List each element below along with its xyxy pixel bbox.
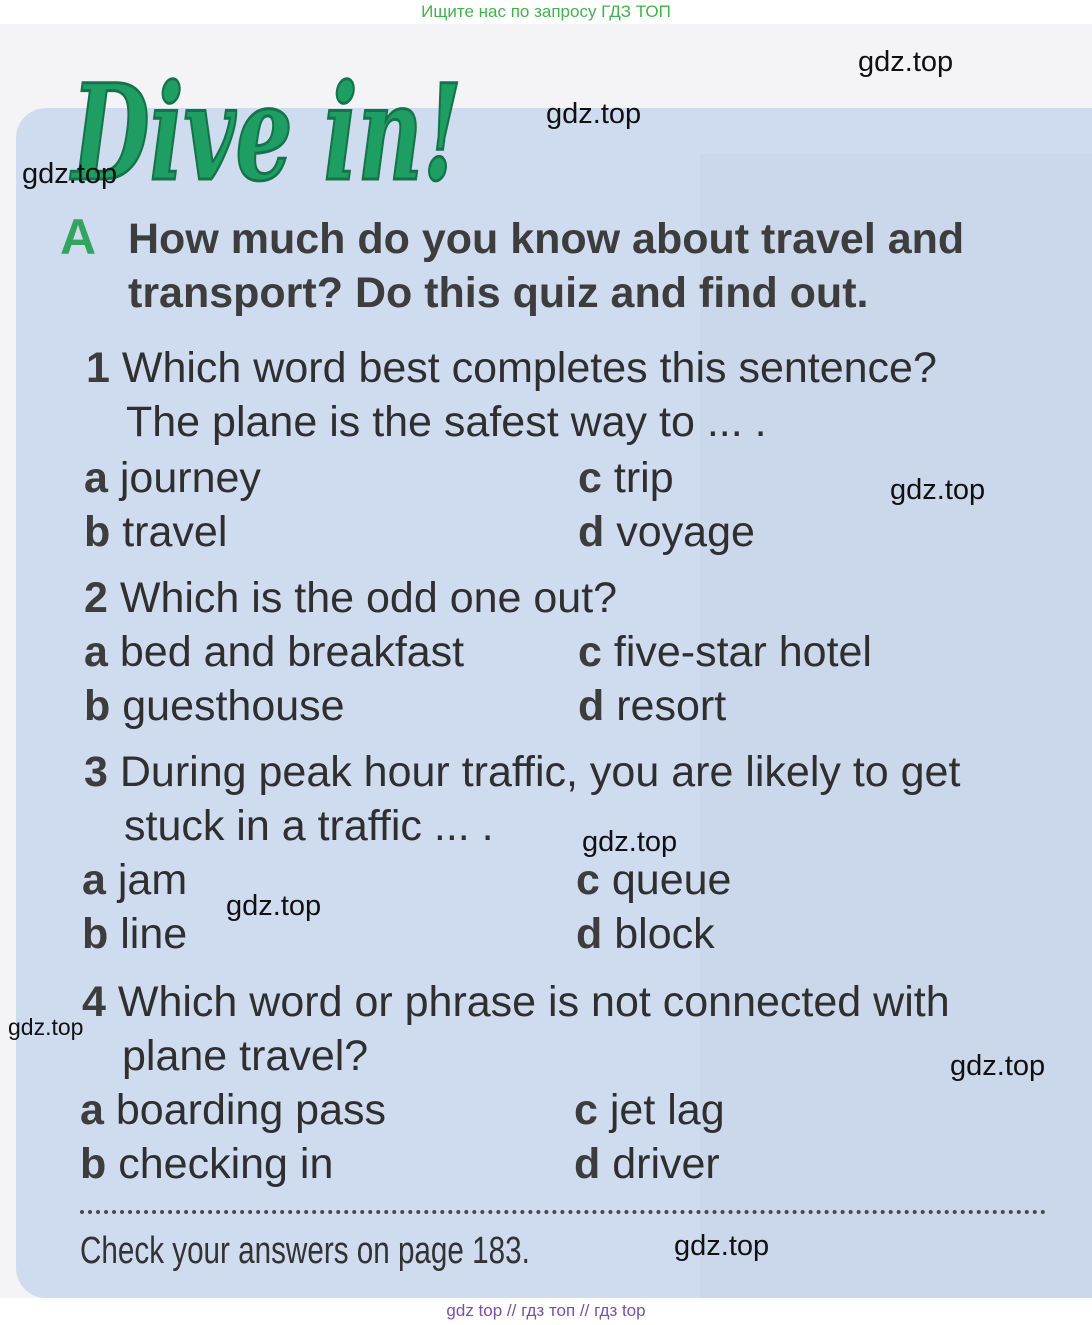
option-3d: d block	[576, 910, 715, 958]
option-2c: c five-star hotel	[578, 628, 872, 676]
watermark: gdz.top	[582, 826, 678, 858]
dive-in-logo-text: Dive in!	[69, 56, 463, 211]
watermark: gdz.top	[890, 474, 986, 506]
watermark: gdz.top	[226, 890, 322, 922]
watermark: gdz.top	[22, 158, 118, 190]
option-2b: b guesthouse	[84, 682, 345, 730]
option-4c: c jet lag	[574, 1086, 725, 1134]
question-3-line-2: stuck in a traffic ... .	[124, 802, 494, 850]
option-2a: a bed and breakfast	[84, 628, 465, 676]
question-4-line-2: plane travel?	[122, 1032, 369, 1080]
check-answers-note: Check your answers on page 183.	[80, 1230, 530, 1272]
option-1b: b travel	[84, 508, 228, 556]
question-3-line-1: 3 During peak hour traffic, you are likely to get	[84, 748, 961, 796]
question-1-line-1: 1 Which word best completes this sentence?	[86, 344, 937, 392]
watermark: gdz.top	[8, 1014, 84, 1040]
question-4-line-1: 4 Which word or phrase is not connected with	[82, 978, 950, 1026]
top-banner[interactable]: Ищите нас по запросу ГДЗ ТОП	[421, 2, 671, 21]
option-1c: c trip	[578, 454, 674, 502]
bottom-banner[interactable]: gdz top // гдз топ // гдз top	[446, 1301, 646, 1320]
textbook-page	[0, 24, 1092, 1298]
option-2d: d resort	[578, 682, 727, 730]
watermark: gdz.top	[858, 46, 954, 78]
dotted-divider	[80, 1210, 1046, 1214]
panel-shade	[700, 154, 1092, 1298]
section-letter: A	[60, 209, 97, 265]
dive-in-logo	[66, 44, 486, 214]
question-2-line-1: 2 Which is the odd one out?	[84, 574, 618, 622]
option-3a: a jam	[82, 856, 188, 904]
option-3c: c queue	[576, 856, 732, 904]
watermark: gdz.top	[546, 98, 642, 130]
option-1d: d voyage	[578, 508, 755, 556]
option-3b: b line	[82, 910, 188, 958]
option-4a: a boarding pass	[80, 1086, 387, 1134]
option-4b: b checking in	[80, 1140, 334, 1188]
watermark: gdz.top	[950, 1050, 1046, 1082]
option-4d: d driver	[574, 1140, 720, 1188]
quiz-heading: How much do you know about travel and transport? Do this quiz and find out.	[128, 215, 965, 317]
question-1-line-2: The plane is the safest way to ... .	[126, 398, 767, 446]
watermark: gdz.top	[674, 1230, 770, 1262]
option-1a: a journey	[84, 454, 261, 502]
